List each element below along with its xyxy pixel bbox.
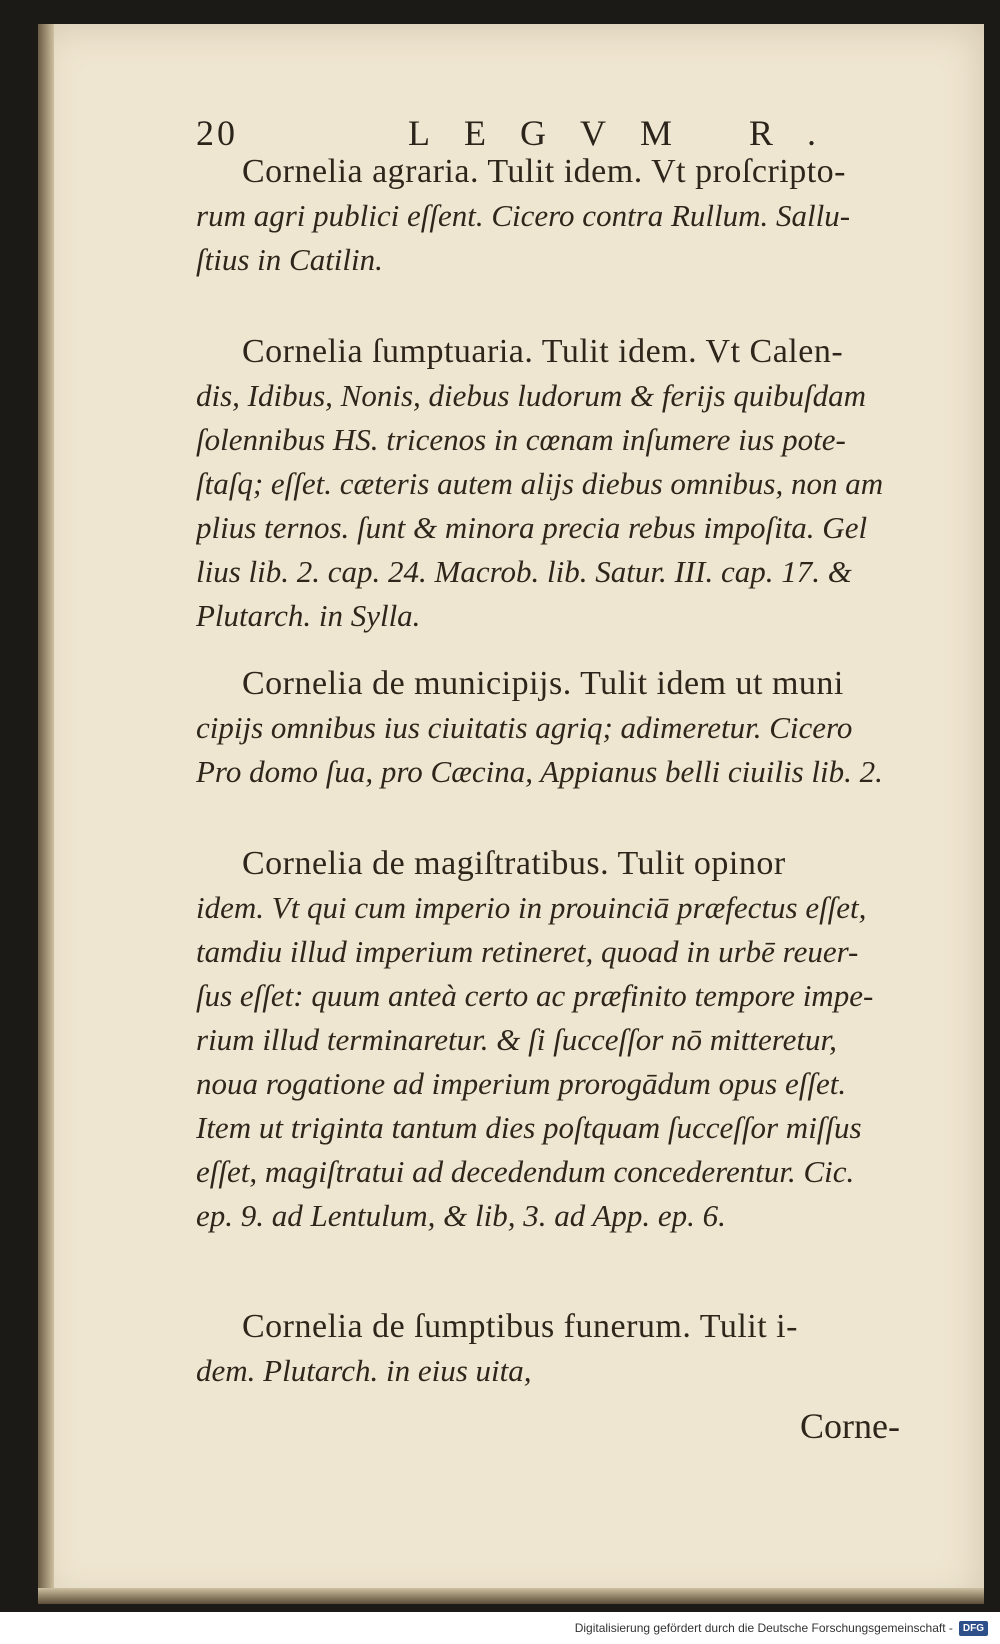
text-line: ep. 9. ad Lentulum, & lib, 3. ad App. ep. 6. <box>196 1198 726 1233</box>
text-line: noua rogatione ad imperium prorogādum opus eſſet. <box>196 1066 847 1101</box>
law-entry <box>196 842 936 1238</box>
dfg-logo-icon: DFG <box>959 1621 988 1636</box>
text-line: Cornelia de ſumptibus funerum. Tulit i- <box>242 1308 798 1345</box>
text-line: Cornelia de magiſtratibus. Tulit opinor <box>242 845 786 882</box>
text-line: Cornelia de municipijs. Tulit idem ut muni <box>242 665 844 702</box>
text-line: cipijs omnibus ius ciuitatis agriq; adimeretur. Cicero <box>196 710 853 745</box>
text-line: lius lib. 2. cap. 24. Macrob. lib. Satur. III. cap. 17. & <box>196 554 852 589</box>
footer-credit: Digitalisierung gefördert durch die Deutsche Forschungsgemeinschaft - <box>574 1621 953 1635</box>
text-line: ſtaſq; eſſet. cæteris autem alijs diebus omnibus, non am <box>196 466 884 501</box>
text-line: tamdiu illud imperium retineret, quoad in urbē reuer- <box>196 934 859 969</box>
text-line: Plutarch. in Sylla. <box>196 598 421 633</box>
text-line: ſtius in Catilin. <box>196 242 383 277</box>
running-head: LEGVM R. <box>408 113 850 153</box>
law-entry <box>196 150 936 282</box>
law-entry <box>196 1305 936 1393</box>
text-line: ſolennibus HS. tricenos in cœnam inſumere ius pote- <box>196 422 846 457</box>
text-line: dem. Plutarch. in eius uita, <box>196 1353 532 1388</box>
text-line: plius ternos. ſunt & minora precia rebus impoſita. Gel <box>196 510 868 545</box>
text-line: dis, Idibus, Nonis, diebus ludorum & ferijs quibuſdam <box>196 378 866 413</box>
text-line: Cornelia agraria. Tulit idem. Vt proſcripto- <box>242 153 847 190</box>
digitization-footer <box>575 1616 988 1640</box>
text-line: idem. Vt qui cum imperio in prouinciā præfectus eſſet, <box>196 890 867 925</box>
law-entry <box>196 662 936 794</box>
text-line: rum agri publici eſſent. Cicero contra Rullum. Sallu- <box>196 198 851 233</box>
page-gutter-edge <box>38 24 54 1604</box>
text-line: ſus eſſet: quum anteà certo ac præfinito tempore impe- <box>196 978 874 1013</box>
text-line: Pro domo ſua, pro Cæcina, Appianus belli ciuilis lib. 2. <box>196 754 883 789</box>
text-line: rium illud terminaretur. & ſi ſucceſſor nō mitteretur, <box>196 1022 837 1057</box>
law-entry <box>196 330 936 638</box>
catchword: Corne- <box>800 1406 900 1446</box>
text-line: Item ut triginta tantum dies poſtquam ſucceſſor miſſus <box>196 1110 862 1145</box>
text-line: Cornelia ſumptuaria. Tulit idem. Vt Calen- <box>242 333 844 370</box>
text-line: eſſet, magiſtratui ad decedendum concederentur. Cic. <box>196 1154 855 1189</box>
page-bottom-edge <box>38 1588 984 1604</box>
page-number: 20 <box>196 113 238 153</box>
